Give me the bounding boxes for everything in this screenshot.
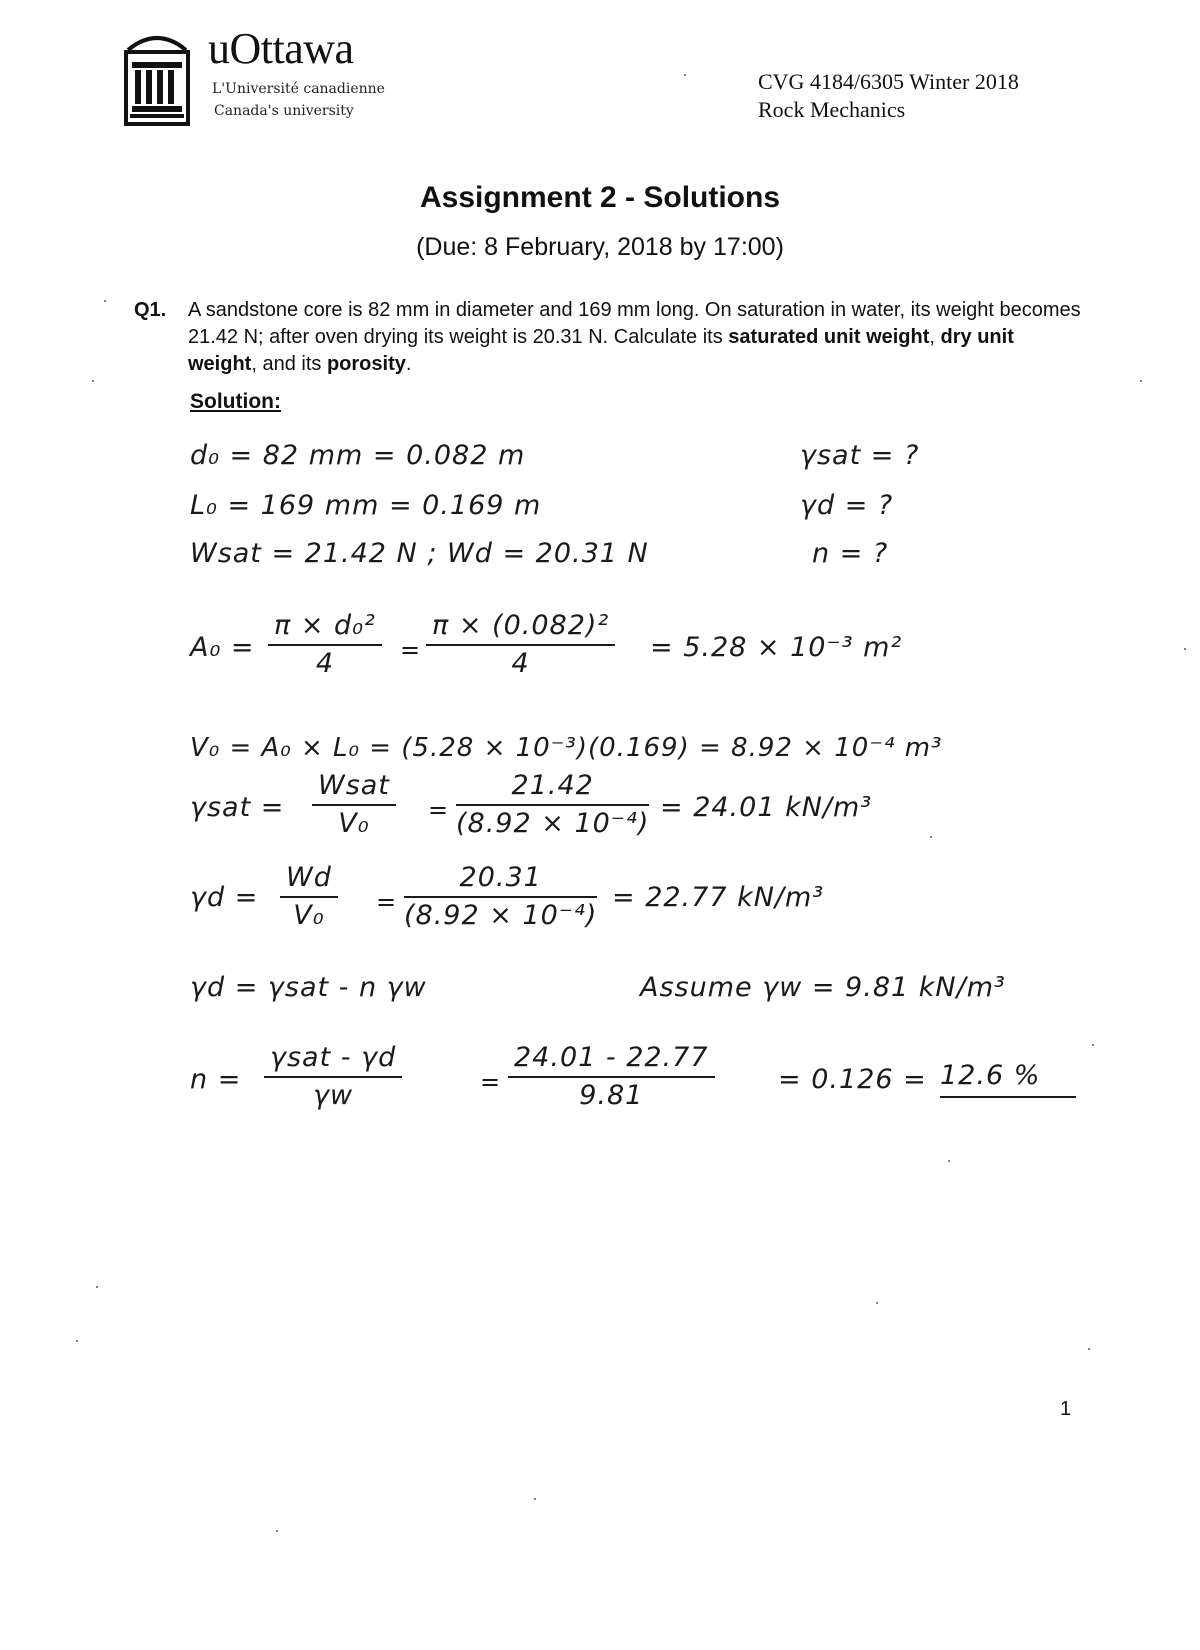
university-building-icon xyxy=(122,22,192,126)
porosity-f2-den: 9.81 xyxy=(579,1080,644,1111)
scan-speck xyxy=(104,300,106,302)
gd-f1-den: V₀ xyxy=(293,900,325,931)
porosity-mid: = 0.126 = xyxy=(778,1064,927,1095)
porosity-f1-num: γsat - γd xyxy=(264,1042,402,1078)
given-weights: Wsat = 21.42 N ; Wd = 20.31 N xyxy=(190,538,649,569)
course-name: Rock Mechanics xyxy=(758,97,906,122)
scan-speck xyxy=(276,1530,278,1532)
assume-line: Assume γw = 9.81 kN/m³ xyxy=(640,972,1006,1003)
area-f2-den: 4 xyxy=(511,648,530,679)
equals-sign: = xyxy=(428,796,449,824)
scan-speck xyxy=(948,1160,950,1162)
gsat-result: = 24.01 kN/m³ xyxy=(660,792,873,823)
scan-speck xyxy=(1092,1044,1094,1046)
gd-result: = 22.77 kN/m³ xyxy=(612,882,825,913)
volume-line: V₀ = A₀ × L₀ = (5.28 × 10⁻³)(0.169) = 8.92 × 10⁻⁴ m³ xyxy=(190,733,943,763)
porosity-f1-den: γw xyxy=(313,1080,354,1111)
question-bold-porosity: porosity xyxy=(326,353,406,375)
due-date: (Due: 8 February, 2018 by 17:00) xyxy=(416,233,784,261)
gd-f2-den: (8.92 × 10⁻⁴) xyxy=(404,900,598,931)
porosity-f2-num: 24.01 - 22.77 xyxy=(508,1042,715,1078)
scan-speck xyxy=(1088,1348,1090,1350)
scan-speck xyxy=(76,1340,78,1342)
unknown-porosity: n = ? xyxy=(812,538,889,569)
equals-sign: = xyxy=(400,636,421,664)
area-f1-den: 4 xyxy=(315,648,335,679)
gsat-f1-num: Wsat xyxy=(312,770,396,806)
porosity-fraction-1 xyxy=(264,1042,402,1112)
gsat-fraction-2 xyxy=(456,770,649,840)
question-text xyxy=(188,297,1088,378)
porosity-lhs: n = xyxy=(190,1064,242,1095)
scan-speck xyxy=(92,380,94,382)
gd-fraction-2 xyxy=(404,862,597,932)
area-f1-num: π × d₀² xyxy=(268,610,382,646)
gsat-f2-den: (8.92 × 10⁻⁴) xyxy=(456,808,650,839)
gsat-f1-den: V₀ xyxy=(338,808,370,839)
gd-fraction-1 xyxy=(280,862,338,932)
scan-speck xyxy=(534,1498,536,1500)
scan-speck xyxy=(930,836,932,838)
area-result: = 5.28 × 10⁻³ m² xyxy=(650,632,903,663)
page-number: 1 xyxy=(1060,1398,1072,1420)
logo-tagline-fr: L'Université canadienne xyxy=(212,81,385,97)
scan-speck xyxy=(1184,648,1186,650)
course-code: CVG 4184/6305 Winter 2018 xyxy=(758,69,1019,94)
porosity-fraction-2 xyxy=(508,1042,715,1112)
page-title: Assignment 2 - Solutions xyxy=(419,181,781,214)
question-end: . xyxy=(405,353,412,375)
area-f2-num: π × (0.082)² xyxy=(426,610,615,646)
scan-speck xyxy=(1140,380,1142,382)
given-length: L₀ = 169 mm = 0.169 m xyxy=(190,490,542,521)
scan-speck xyxy=(876,1302,878,1304)
scan-speck xyxy=(684,74,686,76)
porosity-result: 12.6 % xyxy=(940,1060,1076,1098)
equals-sign: = xyxy=(376,888,397,916)
solution-heading: Solution: xyxy=(190,390,281,413)
gsat-lhs: γsat = xyxy=(190,792,285,823)
logo-tagline-en: Canada's university xyxy=(214,103,354,119)
gd-f1-num: Wd xyxy=(280,862,338,898)
area-lhs: A₀ = xyxy=(190,632,255,663)
given-diameter: d₀ = 82 mm = 0.082 m xyxy=(190,440,526,471)
question-bold-saturated: saturated unit weight xyxy=(728,326,930,348)
gsat-fraction-1 xyxy=(312,770,396,840)
scan-speck xyxy=(96,1286,98,1288)
unknown-gamma-sat: γsat = ? xyxy=(800,440,920,471)
logo-wordmark: uOttawa xyxy=(208,24,354,73)
question-sep-2: , and its xyxy=(251,353,327,375)
unknown-gamma-d: γd = ? xyxy=(800,490,894,521)
gd-f2-num: 20.31 xyxy=(404,862,597,898)
area-fraction-1 xyxy=(268,610,382,680)
gd-lhs: γd = xyxy=(190,882,259,913)
area-fraction-2 xyxy=(426,610,615,680)
course-info xyxy=(758,68,1019,124)
question-bold-dry: dry unit weight xyxy=(188,326,1014,375)
question-number: Q1. xyxy=(134,299,167,321)
question-text-a: A sandstone core is 82 mm in diameter and 169 mm long. On saturation in water, its weight becomes 21.42 N; after oven drying its weight is 20.31 N. Calculate its xyxy=(188,299,1081,348)
gsat-f2-num: 21.42 xyxy=(456,770,649,806)
equals-sign: = xyxy=(480,1068,501,1096)
question-sep-1: , xyxy=(929,326,941,348)
university-logo xyxy=(122,22,482,132)
relation-line: γd = γsat - n γw xyxy=(190,972,427,1003)
